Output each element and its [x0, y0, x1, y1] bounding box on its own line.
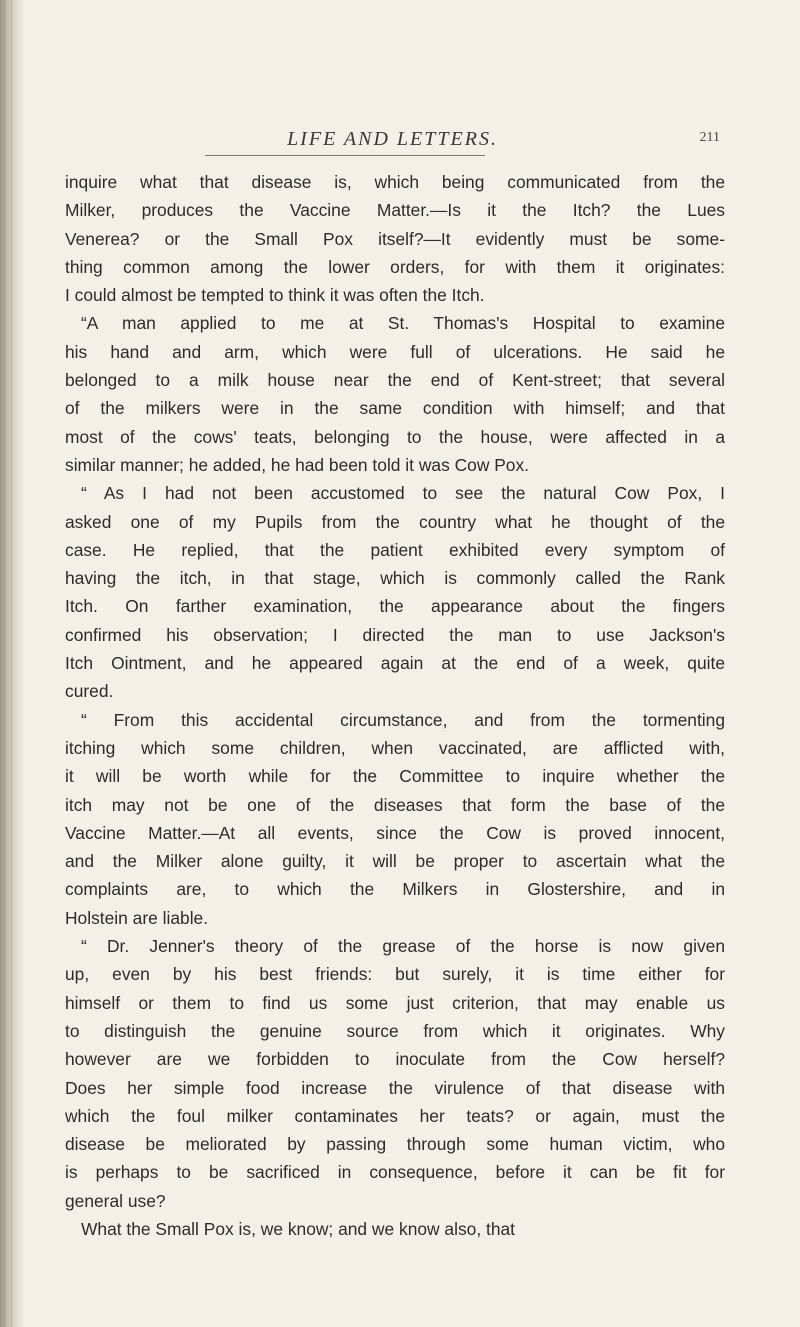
text-line: Vaccine Matter.—At all events, since the Cow is proved innocent, — [65, 822, 725, 843]
text-line: of the milkers were in the same condition with himself; and that — [65, 398, 725, 419]
text-line: general use? — [65, 1190, 166, 1211]
text-line: confirmed his observation; I directed the man to use Jackson's — [65, 624, 725, 645]
text-line: however are we forbidden to inoculate from the Cow herself? — [65, 1049, 725, 1070]
text-line: What the Small Pox is, we know; and we know also, that — [81, 1218, 516, 1239]
text-line: his hand and arm, which were full of ulcerations. He said he — [65, 341, 725, 362]
text-line: itching which some children, when vaccinated, are afflicted with, — [65, 737, 725, 758]
text-line: “A man applied to me at St. Thomas's Hospital to examine — [81, 313, 725, 334]
text-line: asked one of my Pupils from the country what he thought of the — [65, 511, 725, 532]
text-line: disease be meliorated by passing through some human victim, who — [65, 1134, 725, 1155]
text-line: “ As I had not been accustomed to see the natural Cow Pox, I — [81, 483, 725, 504]
text-line: Venerea? or the Small Pox itself?—It evidently must be some- — [65, 228, 725, 249]
text-line: itch may not be one of the diseases that form the base of the — [65, 794, 725, 815]
text-line: “ Dr. Jenner's theory of the grease of the horse is now given — [81, 936, 725, 957]
text-line: it will be worth while for the Committee to inquire whether the — [65, 766, 725, 787]
text-line: Itch Ointment, and he appeared again at the end of a week, quite — [65, 653, 725, 674]
text-line: similar manner; he added, he had been told it was Cow Pox. — [65, 454, 530, 475]
text-line: is perhaps to be sacrificed in consequence, before it can be fit for — [65, 1162, 725, 1183]
running-head — [65, 128, 720, 158]
text-line: Milker, produces the Vaccine Matter.—Is it the Itch? the Lues — [65, 200, 725, 221]
text-line: up, even by his best friends: but surely, it is time either for — [65, 964, 725, 985]
body-text — [65, 168, 725, 1243]
paragraph — [65, 1215, 725, 1243]
text-line: Itch. On farther examination, the appearance about the fingers — [65, 596, 725, 617]
paragraph — [65, 932, 725, 1215]
text-line: to distinguish the genuine source from which it originates. Why — [65, 1020, 725, 1041]
paragraph — [65, 479, 725, 705]
header-rule — [205, 155, 485, 156]
paragraph — [65, 168, 725, 309]
text-line: complaints are, to which the Milkers in Glostershire, and in — [65, 879, 725, 900]
gutter-edge-line — [4, 0, 5, 1327]
paragraph — [65, 706, 725, 932]
text-line: most of the cows' teats, belonging to the house, were affected in a — [65, 426, 725, 447]
text-line: belonged to a milk house near the end of Kent-street; that several — [65, 370, 725, 391]
text-line: inquire what that disease is, which being communicated from the — [65, 172, 725, 192]
gutter-edge-line — [11, 0, 12, 1327]
text-line: Holstein are liable. — [65, 907, 209, 928]
text-line: thing common among the lower orders, for with them it originates: — [65, 256, 725, 277]
text-line: which the foul milker contaminates her teats? or again, must the — [65, 1105, 725, 1126]
text-line: cured. — [65, 681, 114, 702]
text-line: having the itch, in that stage, which is commonly called the Rank — [65, 568, 725, 589]
text-line: I could almost be tempted to think it was often the Itch. — [65, 285, 485, 306]
text-line: himself or them to find us some just criterion, that may enable us — [65, 992, 725, 1013]
text-line: Does her simple food increase the virulence of that disease with — [65, 1077, 725, 1098]
running-title: LIFE AND LETTERS. — [287, 128, 498, 150]
text-line: case. He replied, that the patient exhibited every symptom of — [65, 539, 725, 560]
page-number: 211 — [699, 130, 720, 145]
text-line: “ From this accidental circumstance, and from the tormenting — [81, 709, 725, 730]
text-line: and the Milker alone guilty, it will be proper to ascertain what the — [65, 851, 725, 872]
paragraph — [65, 309, 725, 479]
